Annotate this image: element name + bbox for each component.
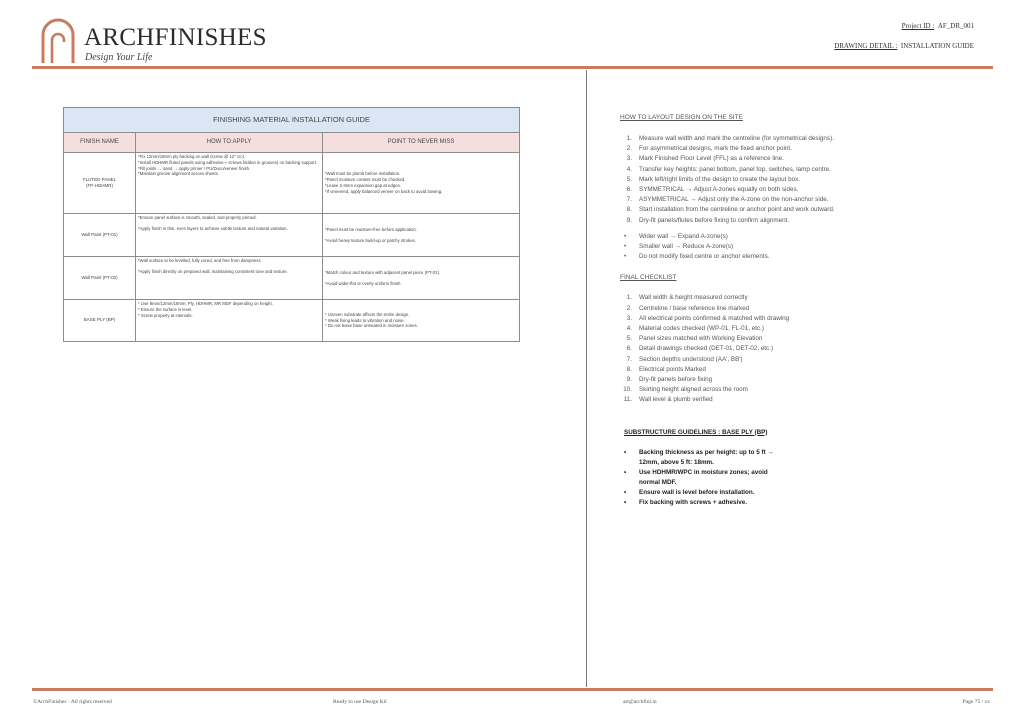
layout-section-heading: HOW TO LAYOUT DESIGN ON THE SITE	[620, 114, 743, 121]
project-id-label: Project ID :	[901, 22, 935, 30]
how-to-apply-cell	[136, 257, 323, 300]
footer-copyright: ©ArchFinishes · All rights reserved	[33, 699, 112, 705]
drawing-detail	[834, 42, 974, 50]
point-note: *Match colour and texture with adjacent panel piece (PT-01).	[325, 269, 441, 275]
list-item: 5. Mark left/right limits of the design to create the layout box.	[626, 175, 800, 183]
drawing-detail-label: DRAWING DETAIL :	[834, 42, 898, 50]
footer-page-number: Page 75 / xx	[962, 699, 990, 705]
table-row	[64, 214, 520, 257]
finish-name-cell: Wall Paint (PT-01)	[64, 214, 136, 257]
point-note: * Uneven substrate affects the entire design.	[325, 311, 410, 317]
list-item: • Fix backing with screws + adhesive.	[624, 498, 747, 506]
list-item: 11. Wall level & plumb verified	[623, 396, 713, 404]
list-item: 1. Wall width & height measured correctly	[626, 294, 748, 302]
header-rule	[32, 66, 993, 69]
apply-step: * Screw properly at intervals.	[138, 312, 193, 318]
installation-guide-table	[63, 107, 520, 342]
brand-tagline: Design Your Life	[85, 52, 153, 63]
layout-steps-list	[620, 134, 900, 226]
list-item: • Smaller wall → Reduce A-zone(s)	[624, 243, 734, 251]
list-item: 4. Transfer key heights: panel bottom, panel top, switches, lamp centre.	[626, 165, 831, 173]
footer-tagline: Ready to use Design Kit	[333, 699, 387, 705]
list-item: • Wider wall → Expand A-zone(s)	[624, 232, 728, 240]
finish-code: (FP-HDHMR)	[86, 183, 113, 188]
list-item: • Do not modify fixed centre or anchor elements.	[624, 253, 770, 261]
point-to-never-miss-cell	[323, 257, 520, 300]
table-row	[64, 153, 520, 214]
apply-step: *Ensure panel surface is smooth, sealed, and properly primed.	[138, 215, 257, 220]
point-note: *Avoid wider-flat or overly uniform finish.	[325, 280, 402, 286]
apply-step: *Fill joints → sand → apply primer / PU/Duco/veneer finish.	[138, 165, 251, 171]
finish-name: FLUTED PANEL	[82, 176, 117, 182]
table-row	[64, 257, 520, 300]
checklist-heading: FINAL CHECKLIST	[620, 274, 677, 282]
substructure-heading: SUBSTRUCTURE GUIDELINES : BASE PLY (BP)	[624, 428, 768, 436]
list-item: 7. Section depths understood (AA', BB')	[626, 355, 743, 363]
point-note: *Leave 2-3mm expansion gap at edges.	[325, 183, 401, 188]
apply-step: *Apply finish directly on prepared wall, maintaining consistent tone and texture.	[138, 268, 288, 274]
list-item: 1. Measure wall width and mark the centreline (for symmetrical designs).	[626, 135, 834, 142]
list-item: 7. ASYMMETRICAL → Adjust only the A-zone on the non-anchor side.	[626, 196, 829, 204]
project-id	[902, 22, 974, 30]
substructure-list	[620, 448, 900, 508]
apply-step: *Install HDHMR fluted panels using adhesive + screws hidden in grooves) on backing support.	[138, 159, 318, 165]
apply-step: *Wall surface to be levelled, fully cured, and free from dampness.	[138, 258, 262, 263]
column-divider	[586, 70, 587, 687]
how-to-apply-cell	[136, 214, 323, 257]
layout-bullets-list	[620, 232, 900, 263]
point-note: * Do not leave base untreated in moisture zones.	[325, 323, 418, 329]
list-item: 10. Skirting height aligned across the room	[623, 386, 748, 394]
list-item: 5. Panel sizes matched with Working Elevation	[626, 335, 763, 343]
list-item: 2. For asymmetrical designs, mark the fixed anchor point.	[626, 145, 792, 153]
apply-step: * Use 8mm/12mm/18mm, Ply, HDHMR, MR MDF depending on height.	[138, 301, 273, 306]
list-item: 2. Centreline / base reference line marked	[626, 304, 750, 312]
point-to-never-miss-cell	[323, 153, 520, 214]
column-header-finish-name: FINISH NAME	[64, 133, 136, 153]
right-column	[620, 114, 900, 508]
point-note: * Weak fixing leads to vibration and noise.	[325, 317, 405, 323]
point-note: *Panel moisture content must be checked.	[325, 177, 406, 183]
apply-step: * Ensure the surface is level.	[138, 306, 193, 312]
point-to-never-miss-cell	[323, 214, 520, 257]
finish-name-cell: Wall Paint (PT-02)	[64, 257, 136, 300]
finish-name-cell	[64, 153, 136, 214]
list-item: • Backing thickness as per height: up to 5 ft → 12mm, above 5 ft: 18mm.	[624, 448, 774, 466]
checklist-list	[620, 293, 900, 405]
how-to-apply-cell	[136, 153, 323, 214]
how-to-apply-cell	[136, 300, 323, 342]
column-header-point-to-never-miss: POINT TO NEVER MISS	[323, 133, 520, 153]
table-row	[64, 300, 520, 342]
list-item: 3. Mark Finished Floor Level (FFL) as a reference line.	[626, 155, 784, 163]
point-to-never-miss-cell	[323, 300, 520, 342]
list-item: 9. Dry-fit panels/flutes before fixing to confirm alignment.	[626, 216, 790, 224]
list-item: 3. All electrical points confirmed & matched with drawing	[626, 314, 790, 322]
apply-step: *Fix 12mm/18mm ply backing on wall (screw @ 12" c/c).	[138, 154, 246, 159]
list-item: 6. SYMMETRICAL → Adjust A-zones equally on both sides.	[626, 186, 799, 194]
point-note: *Panel must be moisture-free before application.	[325, 226, 417, 232]
list-item: 8. Electrical points Marked	[626, 365, 706, 373]
archfinishes-logo-icon	[40, 18, 76, 64]
point-note: *If veneered, apply balanced veneer on back to avoid bowing.	[325, 188, 443, 194]
list-item: 9. Dry-fit panels before fixing	[626, 376, 713, 384]
list-item: 6. Detail drawings checked (DET-01, DET-02, etc.)	[626, 345, 774, 353]
point-note: *Avoid heavy texture build-up or patchy strokes.	[325, 237, 416, 243]
list-item: • Use HDHMR/WPC in moisture zones; avoid normal MDF.	[624, 468, 768, 486]
drawing-detail-value: INSTALLATION GUIDE	[900, 42, 974, 50]
column-header-how-to-apply: HOW TO APPLY	[136, 133, 323, 153]
finish-name-cell: BASE PLY (BP)	[64, 300, 136, 342]
brand-name: ARCHFINISHES	[84, 24, 267, 51]
point-note: *Wall must be plumb before installation.	[325, 171, 401, 177]
apply-step: *Maintain groove alignment across sheets.	[138, 171, 219, 177]
list-item: • Ensure wall is level before installation.	[624, 488, 755, 496]
list-item: 4. Material codes checked (WP-01, FL-01, etc.)	[626, 325, 764, 333]
project-id-value: AF_DR_001	[937, 22, 974, 30]
list-item: 8. Start installation from the centreline or anchor point and work outward.	[626, 206, 835, 214]
footer-rule	[32, 688, 993, 691]
footer-email[interactable]: art@archfini.in	[623, 699, 657, 705]
apply-step: *Apply finish in thin, even layers to achieve subtle texture and natural variation.	[138, 225, 288, 231]
table-title: FINISHING MATERIAL INSTALLATION GUIDE	[64, 108, 520, 133]
